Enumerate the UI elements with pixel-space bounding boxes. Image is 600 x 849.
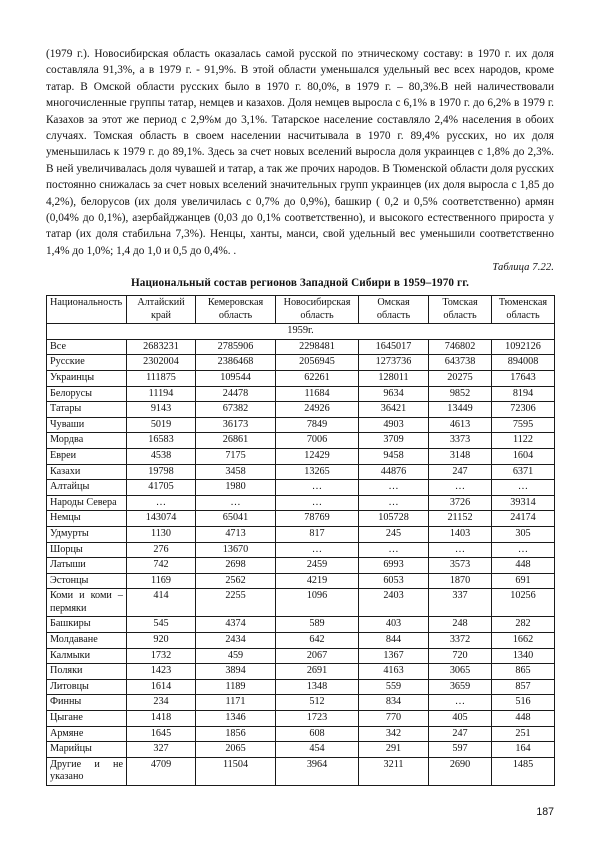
row-value: 1604 [492,448,555,464]
row-value: 2434 [196,633,276,649]
row-value: … [196,495,276,511]
row-value: 1856 [196,726,276,742]
row-value: 247 [429,726,492,742]
row-value: 1418 [127,711,196,727]
row-value: 817 [276,526,359,542]
table-row [47,480,555,496]
row-value: 589 [276,617,359,633]
row-value: 44876 [359,464,429,480]
row-value: 1340 [492,648,555,664]
row-value: 234 [127,695,196,711]
column-header-tomsk-oblast: Томская область [429,296,492,324]
row-value: 12429 [276,448,359,464]
row-label: Удмурты [47,526,127,542]
row-value: 643738 [429,355,492,371]
row-label: Украинцы [47,370,127,386]
row-value: 691 [492,573,555,589]
table-row [47,511,555,527]
row-value: 65041 [196,511,276,527]
row-value: 9634 [359,386,429,402]
row-value: 19798 [127,464,196,480]
row-value: 248 [429,617,492,633]
row-value: 20275 [429,370,492,386]
row-value: 2459 [276,558,359,574]
row-value: 608 [276,726,359,742]
row-label: Евреи [47,448,127,464]
table-row [47,695,555,711]
table-row [47,648,555,664]
table-header-row [47,296,555,324]
row-value: 21152 [429,511,492,527]
column-header-tyumen-oblast: Тюменская область [492,296,555,324]
row-label: Латыши [47,558,127,574]
row-value: 4903 [359,417,429,433]
row-value: 3211 [359,757,429,785]
row-label: Мордва [47,433,127,449]
row-value: 4713 [196,526,276,542]
table-number-label: Таблица 7.22. [492,262,554,273]
row-value: 36421 [359,402,429,418]
row-value: 16583 [127,433,196,449]
table-row [47,664,555,680]
row-value: 3573 [429,558,492,574]
row-value: 6053 [359,573,429,589]
row-value: 4538 [127,448,196,464]
row-value: 36173 [196,417,276,433]
row-value: 41705 [127,480,196,496]
row-value: 7175 [196,448,276,464]
row-value: 26861 [196,433,276,449]
row-value: 2691 [276,664,359,680]
row-value: 251 [492,726,555,742]
row-value: 291 [359,742,429,758]
table-title: Национальный состав регионов Западной Сибири в 1959–1970 гг. [130,277,470,289]
row-label: Другие и не указано [47,757,127,785]
row-value: 1096 [276,589,359,617]
column-header-omsk-oblast: Омская область [359,296,429,324]
column-header-kemerovo-oblast: Кемеровская область [196,296,276,324]
row-value: 17643 [492,370,555,386]
row-value: 7595 [492,417,555,433]
row-value: 834 [359,695,429,711]
row-value: 305 [492,526,555,542]
row-value: 39314 [492,495,555,511]
row-value: 143074 [127,511,196,527]
row-value: … [492,542,555,558]
row-value: 3458 [196,464,276,480]
row-value: 3372 [429,633,492,649]
row-value: 1273736 [359,355,429,371]
row-value: 414 [127,589,196,617]
row-value: 342 [359,726,429,742]
table-row [47,526,555,542]
row-label: Все [47,339,127,355]
row-value: 13449 [429,402,492,418]
row-label: Татары [47,402,127,418]
row-label: Чуваши [47,417,127,433]
row-value: 894008 [492,355,555,371]
row-value: 1122 [492,433,555,449]
row-value: 512 [276,695,359,711]
row-value: 13670 [196,542,276,558]
table-row [47,726,555,742]
row-value: 128011 [359,370,429,386]
row-value: 72306 [492,402,555,418]
row-label: Эстонцы [47,573,127,589]
row-value: 2785906 [196,339,276,355]
row-value: 642 [276,633,359,649]
row-value: 1645 [127,726,196,742]
row-value: 327 [127,742,196,758]
row-label: Белорусы [47,386,127,402]
row-label: Поляки [47,664,127,680]
row-value: 1130 [127,526,196,542]
row-value: 1189 [196,679,276,695]
row-value: 247 [429,464,492,480]
row-value: … [429,480,492,496]
row-value: 4613 [429,417,492,433]
row-value: 1423 [127,664,196,680]
row-value: 459 [196,648,276,664]
row-value: 1645017 [359,339,429,355]
table-row [47,711,555,727]
table-row [47,386,555,402]
row-value: 448 [492,558,555,574]
table-row [47,339,555,355]
row-value: 1348 [276,679,359,695]
row-value: 24478 [196,386,276,402]
row-value: … [359,480,429,496]
row-value: 9852 [429,386,492,402]
table-row [47,402,555,418]
row-label: Калмыки [47,648,127,664]
row-value: 1092126 [492,339,555,355]
row-value: … [429,695,492,711]
row-value: 597 [429,742,492,758]
table-row [47,542,555,558]
body-paragraph: (1979 г.). Новосибирская область оказалась самой русской по этническому составу: в 1970 г. их доля составляла 91,3%, а в 1979 г. - 91,9%. В этой области уменьшался удельный вес всех народов, кроме татар. В Омской области русских было в 1970 г. 80,0%, в 1979 г. – 80,3%.В ней наличествовали многочисленные группы татар, немцев и казахов. Доля немцев выросла с 6,1% в 1970 г. до 6,2% в 1979 г. Казахов за этот же период с 2,9%м до 3,1%. Татарское население составляло 2,4% населения в обоих случаях. Томская область в своем населении насчитывала в 1970 г. 89,4% русских, но их доля уменьшилась к 1979 г. до 89,1%. Здесь за счет новых вселений выросла доля украинцев с 1,8% до 2,3%. В ней увеличивалась доля чувашей и татар, а так же прочих народов. В Тюменской области доля русских постоянно снижалась за счет новых вселений значительных групп украинцев (их доля выросла с 1,85 до 4,2%), белорусов (их доля увеличилась с 0,7% до 0,9%), башкир ( 0,2 и 0,5% соответственно) армян (0,04% до 0,1%), азербайджанцев (0,03 до 0,1% соответственно), и высокого естественного прироста у татар (их доля стабильна 7,3%). Ненцы, ханты, манси, свой удельный вес уменьшили соответственно 1,4% до 1,0%; 1,4 до 1,0 и 0,5 до 0,4%. . [46,48,554,257]
row-label: Марийцы [47,742,127,758]
table-row [47,495,555,511]
row-label: Армяне [47,726,127,742]
table-section-row [47,324,555,340]
row-value: 1732 [127,648,196,664]
row-value: 1403 [429,526,492,542]
row-value: … [429,542,492,558]
census-table-wrapper [46,295,554,786]
row-value: … [276,495,359,511]
row-label: Народы Севера [47,495,127,511]
row-label: Русские [47,355,127,371]
table-row [47,370,555,386]
row-value: 1485 [492,757,555,785]
row-value: … [359,495,429,511]
row-label: Казахи [47,464,127,480]
row-label: Шорцы [47,542,127,558]
row-value: 720 [429,648,492,664]
row-value: 2302004 [127,355,196,371]
table-row [47,417,555,433]
row-value: 109544 [196,370,276,386]
row-label: Цыгане [47,711,127,727]
row-value: … [276,542,359,558]
row-value: 245 [359,526,429,542]
table-row [47,433,555,449]
table-row [47,679,555,695]
row-value: 11504 [196,757,276,785]
row-value: 448 [492,711,555,727]
row-value: 844 [359,633,429,649]
row-value: 78769 [276,511,359,527]
row-value: 4163 [359,664,429,680]
row-value: 1662 [492,633,555,649]
row-value: 164 [492,742,555,758]
table-row [47,558,555,574]
row-value: 2683231 [127,339,196,355]
table-row [47,573,555,589]
row-value: 4219 [276,573,359,589]
row-value: 5019 [127,417,196,433]
column-header-nationality: Национальность [47,296,127,324]
page-number: 187 [536,806,554,818]
body-paragraph-block [46,46,554,259]
row-value: 2690 [429,757,492,785]
row-value: 13265 [276,464,359,480]
row-value: 24174 [492,511,555,527]
row-value: 2067 [276,648,359,664]
row-label: Молдаване [47,633,127,649]
row-value: 24926 [276,402,359,418]
table-body [47,324,555,786]
row-value: 7006 [276,433,359,449]
row-value: 1346 [196,711,276,727]
row-value: 62261 [276,370,359,386]
row-value: 1367 [359,648,429,664]
row-value: 516 [492,695,555,711]
row-value: 920 [127,633,196,649]
row-value: 276 [127,542,196,558]
row-value: … [276,480,359,496]
row-value: 10256 [492,589,555,617]
row-value: 746802 [429,339,492,355]
row-value: 111875 [127,370,196,386]
row-value: 3659 [429,679,492,695]
row-value: 2403 [359,589,429,617]
row-value: 1723 [276,711,359,727]
table-row [47,742,555,758]
row-value: 1870 [429,573,492,589]
row-value: 3065 [429,664,492,680]
row-value: 1980 [196,480,276,496]
row-value: 2255 [196,589,276,617]
row-value: 403 [359,617,429,633]
row-value: 337 [429,589,492,617]
table-section-label: 1959г. [47,324,555,340]
row-value: 865 [492,664,555,680]
row-value: 1614 [127,679,196,695]
row-value: 2056945 [276,355,359,371]
row-value: 857 [492,679,555,695]
row-value: 3726 [429,495,492,511]
row-value: 8194 [492,386,555,402]
row-value: 1171 [196,695,276,711]
column-header-altai-krai: Алтайский край [127,296,196,324]
row-value: 545 [127,617,196,633]
row-value: 11194 [127,386,196,402]
row-value: 3894 [196,664,276,680]
row-value: 6371 [492,464,555,480]
row-label: Алтайцы [47,480,127,496]
row-value: 2562 [196,573,276,589]
row-value: 9458 [359,448,429,464]
row-value: 3709 [359,433,429,449]
row-value: 9143 [127,402,196,418]
row-value: … [127,495,196,511]
census-table [46,295,555,786]
row-value: 282 [492,617,555,633]
table-row [47,448,555,464]
row-value: 2298481 [276,339,359,355]
row-value: 770 [359,711,429,727]
row-value: 559 [359,679,429,695]
row-value: 4374 [196,617,276,633]
row-value: 3964 [276,757,359,785]
table-row [47,757,555,785]
row-label: Башкиры [47,617,127,633]
row-value: 3373 [429,433,492,449]
row-value: 405 [429,711,492,727]
row-value: 11684 [276,386,359,402]
row-value: 6993 [359,558,429,574]
table-row [47,464,555,480]
row-value: 2386468 [196,355,276,371]
row-label: Литовцы [47,679,127,695]
row-value: 2065 [196,742,276,758]
row-value: 454 [276,742,359,758]
table-row [47,617,555,633]
row-value: … [492,480,555,496]
table-row [47,633,555,649]
column-header-novosibirsk-oblast: Новосибирская область [276,296,359,324]
row-value: 742 [127,558,196,574]
row-value: 3148 [429,448,492,464]
table-row [47,355,555,371]
row-value: 7849 [276,417,359,433]
table-header [47,296,555,324]
row-label: Коми и коми –пермяки [47,589,127,617]
row-label: Немцы [47,511,127,527]
row-value: 105728 [359,511,429,527]
row-value: 1169 [127,573,196,589]
row-label: Финны [47,695,127,711]
row-value: 2698 [196,558,276,574]
row-value: … [359,542,429,558]
row-value: 67382 [196,402,276,418]
table-row [47,589,555,617]
row-value: 4709 [127,757,196,785]
